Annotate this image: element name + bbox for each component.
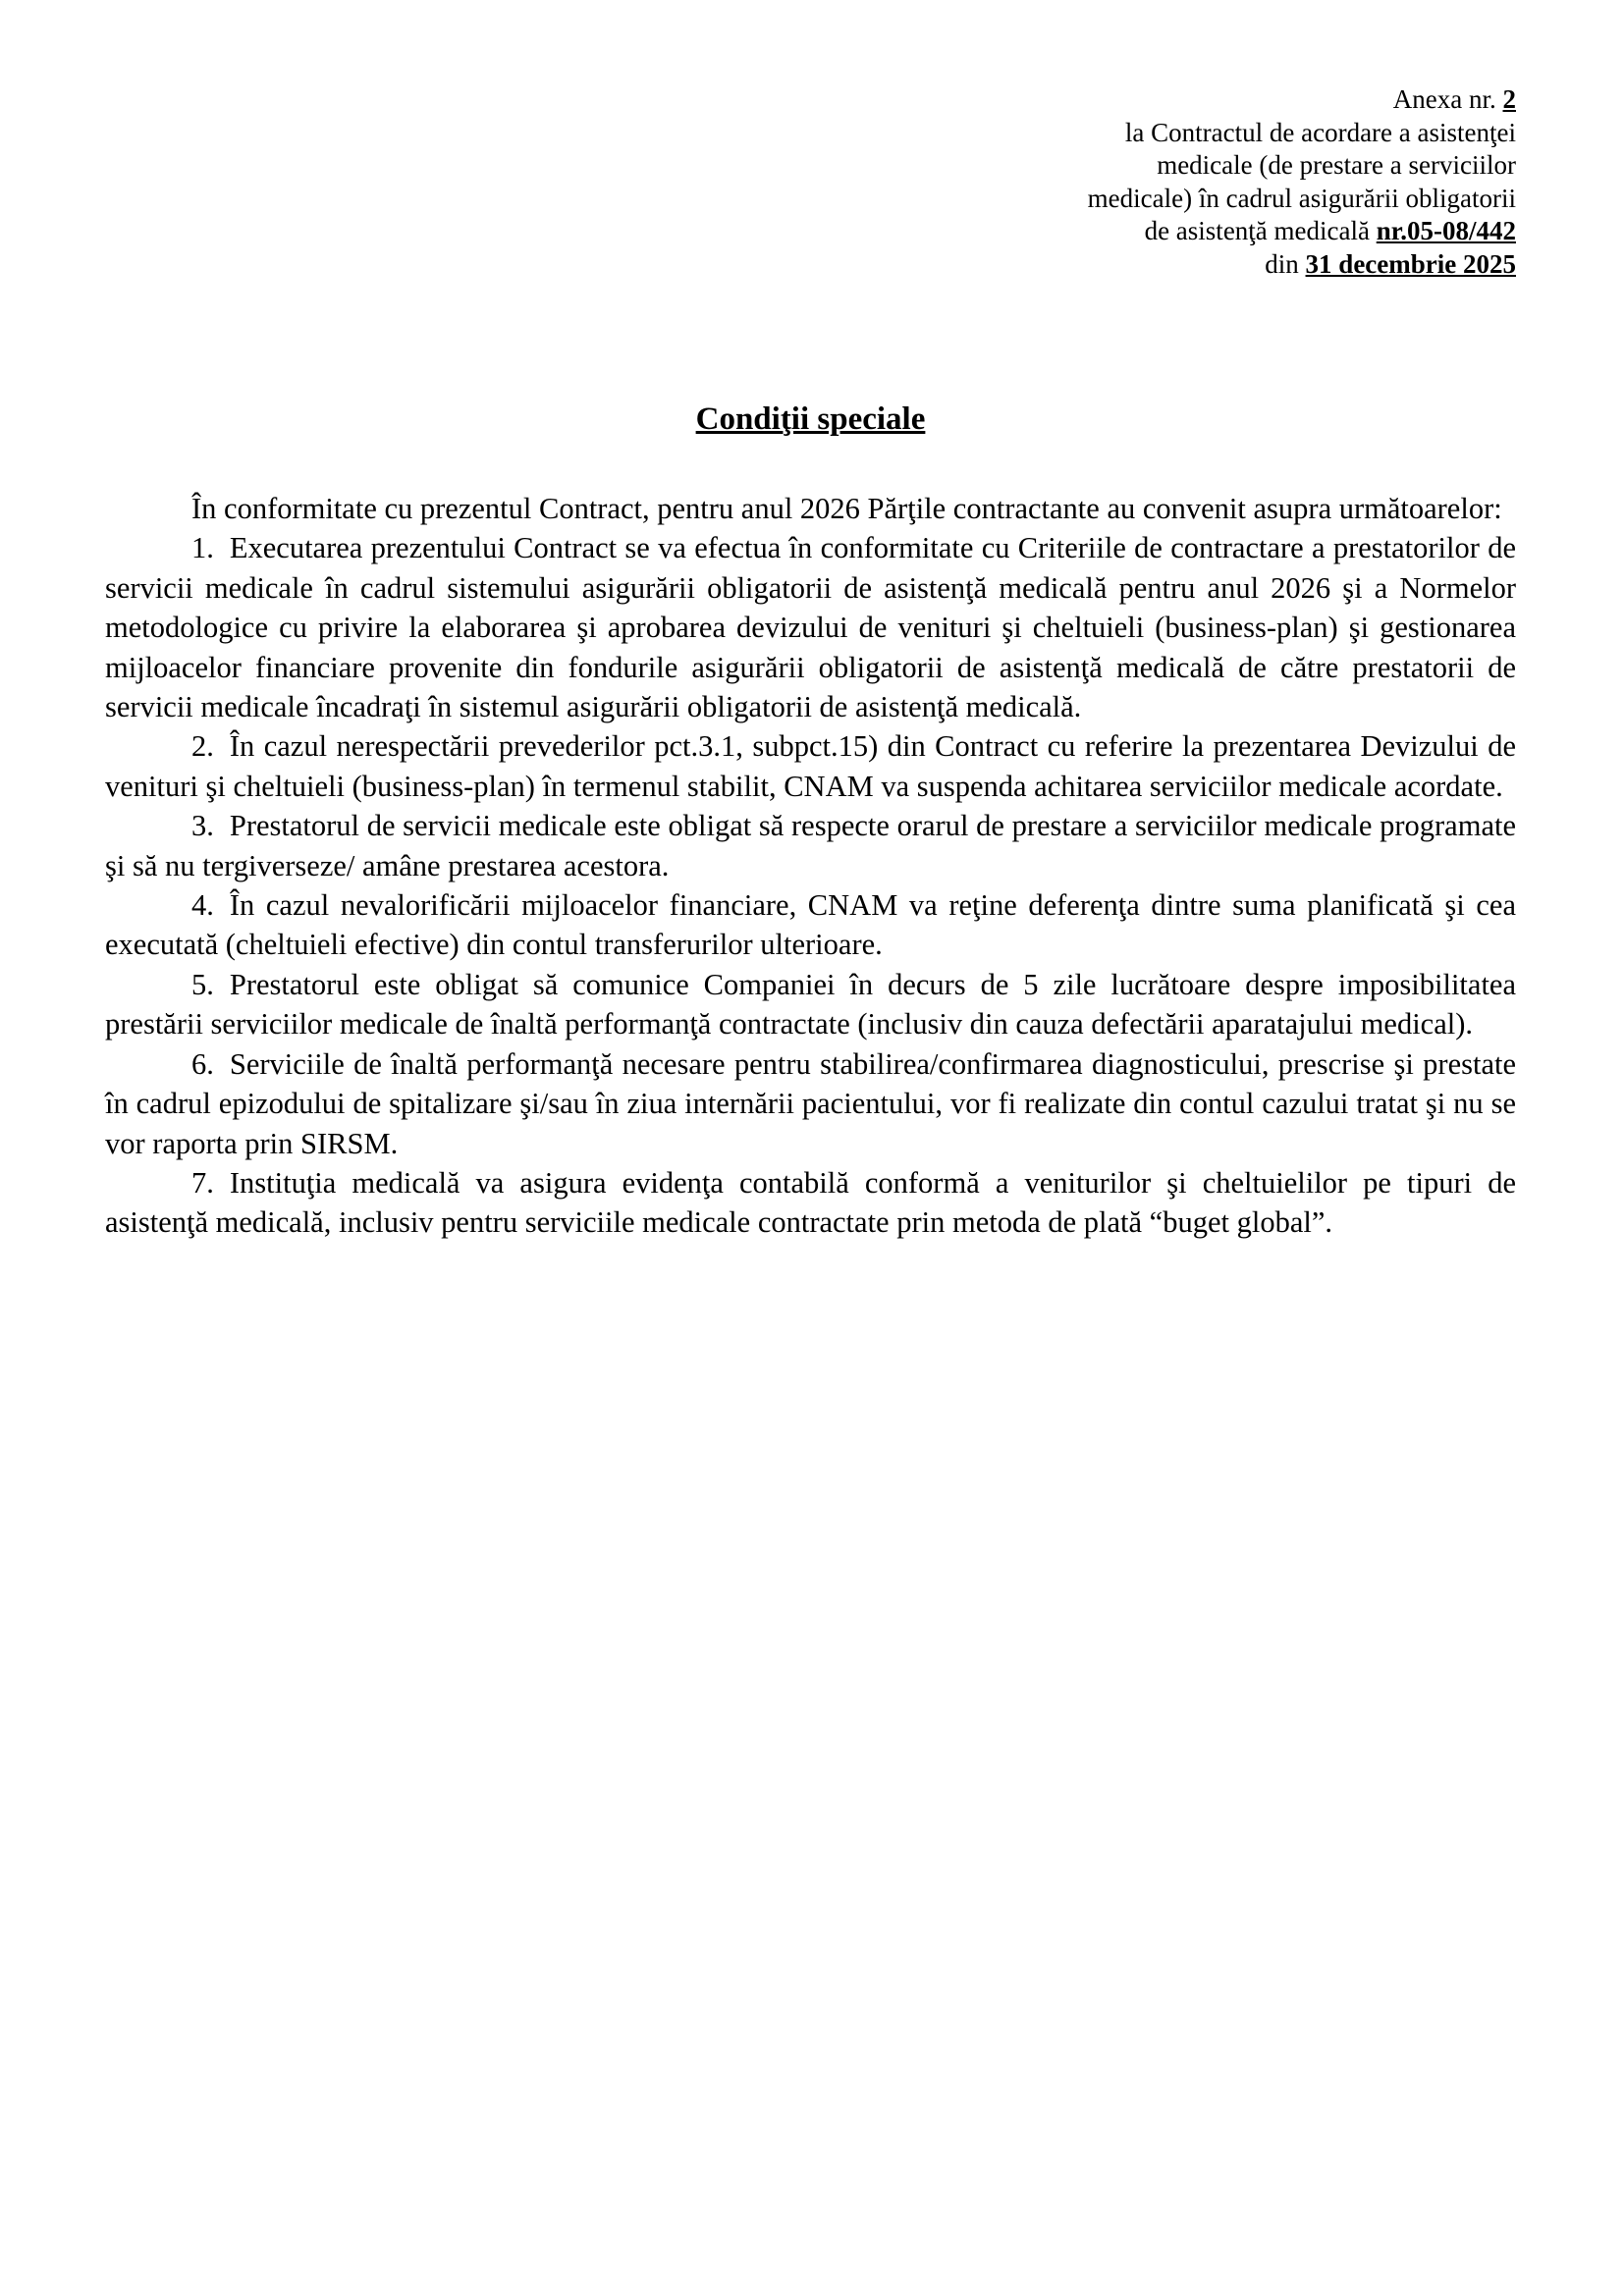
annex-header-line xyxy=(105,215,1516,248)
item-text: În cazul nevalorificării mijloacelor financiare, CNAM va reţine deferenţa dintre suma planificată şi cea executată (cheltuieli efective) din contul transferurilor ulterioare. xyxy=(105,888,1516,962)
list-item-6 xyxy=(105,1044,1516,1163)
annex-header-text: Anexa nr. xyxy=(1392,84,1503,114)
item-number: 1. xyxy=(191,531,214,565)
annex-header-text: medicale) în cadrul asigurării obligatorii xyxy=(1087,183,1516,213)
item-text: În cazul nerespectării prevederilor pct.3.1, subpct.15) din Contract cu referire la prezentarea Devizului de venituri şi cheltuieli (business-plan) în termenul stabilit, CNAM va suspenda achitarea serviciilor medicale acordate. xyxy=(105,729,1516,803)
item-text: Prestatorul este obligat să comunice Companiei în decurs de 5 zile lucrătoare despre imposibilitatea prestării serviciilor medicale de înaltă performanţă contractate (inclusiv din cauza defectării aparatajului medical). xyxy=(105,967,1516,1041)
list-item-5 xyxy=(105,965,1516,1044)
annex-header-line xyxy=(105,117,1516,150)
list-item-3 xyxy=(105,806,1516,885)
annex-header-line xyxy=(105,248,1516,282)
annex-header-text: medicale (de prestare a serviciilor xyxy=(1157,150,1516,180)
annex-header-text: de asistenţă medicală xyxy=(1144,216,1377,245)
item-number: 4. xyxy=(191,888,214,923)
annex-header-line xyxy=(105,183,1516,216)
item-text: Instituţia medicală va asigura evidenţa contabilă conformă a veniturilor şi cheltuielilor pe tipuri de asistenţă medicală, inclusiv pentru serviciile medicale contractate prin metoda de plată “buget global”. xyxy=(105,1165,1516,1240)
annex-header-line xyxy=(105,83,1516,117)
list-item-1 xyxy=(105,528,1516,726)
item-number: 2. xyxy=(191,729,214,764)
annex-header-line xyxy=(105,149,1516,183)
annex-header xyxy=(105,83,1516,281)
contract-date: 31 decembrie 2025 xyxy=(1305,248,1516,279)
list-item-2 xyxy=(105,726,1516,806)
page-title xyxy=(105,400,1516,438)
item-number: 7. xyxy=(191,1165,214,1200)
list-item-7 xyxy=(105,1163,1516,1243)
list-item-4 xyxy=(105,885,1516,965)
item-text: Prestatorul de servicii medicale este obligat să respecte orarul de prestare a serviciilor medicale programate şi să nu tergiverseze/ amâne prestarea acestora. xyxy=(105,809,1516,882)
document-body xyxy=(105,489,1516,1243)
item-number: 6. xyxy=(191,1046,214,1081)
item-text: Serviciile de înaltă performanţă necesare pentru stabilirea/confirmarea diagnosticului, prescrise şi prestate în cadrul epizodului de spitalizare şi/sau în ziua internării pacientului, vor fi realizate din contul cazului tratat şi nu se vor raporta prin SIRSM. xyxy=(105,1046,1516,1160)
page-title-text: Condiţii speciale xyxy=(695,401,926,437)
contract-number: nr.05-08/442 xyxy=(1376,216,1516,245)
annex-number: 2 xyxy=(1502,84,1516,114)
item-number: 3. xyxy=(191,809,214,843)
intro-paragraph: În conformitate cu prezentul Contract, pentru anul 2026 Părţile contractante au convenit asupra următoarelor: xyxy=(191,492,1502,525)
item-text: Executarea prezentului Contract se va efectua în conformitate cu Criteriile de contractare a prestatorilor de servicii medicale în cadrul sistemului asigurării obligatorii de asistenţă medicală pentru anul 2026 şi a Normelor metodologice cu privire la elaborarea şi aprobarea devizului de venituri şi cheltuieli (business-plan) şi gestionarea mijloacelor financiare provenite din fondurile asigurării obligatorii de asistenţă medicală de către prestatorii de servicii medicale încadraţi în sistemul asigurării obligatorii de asistenţă medicală. xyxy=(105,531,1516,724)
annex-header-text: la Contractul de acordare a asistenţei xyxy=(1124,117,1516,147)
item-number: 5. xyxy=(191,967,214,1001)
annex-header-text: din xyxy=(1265,248,1306,279)
